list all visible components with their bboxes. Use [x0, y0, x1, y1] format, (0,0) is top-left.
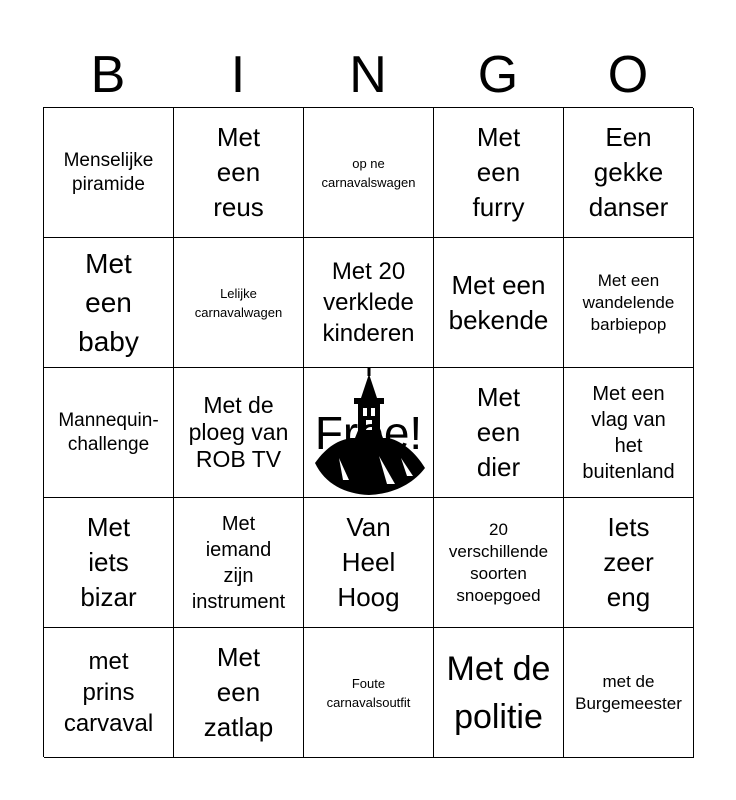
cell-text: Met een dier	[476, 382, 521, 482]
bingo-cell[interactable]	[44, 628, 174, 758]
bingo-cell[interactable]	[434, 628, 564, 758]
cell-text: Foute carnavalsoutfit	[326, 675, 411, 710]
bingo-cell[interactable]	[564, 628, 694, 758]
bingo-cell[interactable]	[304, 238, 434, 368]
header-letter-n: N	[349, 46, 387, 104]
bingo-cell[interactable]	[564, 238, 694, 368]
bingo-cell[interactable]	[174, 498, 304, 628]
bingo-cell[interactable]	[44, 108, 174, 238]
bingo-cell[interactable]	[434, 498, 564, 628]
bingo-cell[interactable]	[434, 238, 564, 368]
cell-text: Met een vlag van het buitenland	[582, 382, 675, 483]
bingo-cell[interactable]	[174, 108, 304, 238]
cell-text: met prins carvaval	[63, 648, 154, 737]
bingo-cell[interactable]	[434, 368, 564, 498]
header-letter-g: G	[477, 46, 519, 104]
bingo-cell[interactable]	[564, 368, 694, 498]
cell-text: Met een furry	[472, 122, 525, 222]
cell-text: met de Burgemeester	[575, 671, 682, 713]
cell-text: Met een reus	[213, 122, 264, 222]
cell-text: Mannequin- challenge	[58, 409, 159, 455]
bingo-cell[interactable]	[174, 238, 304, 368]
bingo-cell[interactable]	[564, 108, 694, 238]
cell-text: Een gekke danser	[588, 122, 669, 222]
cell-text: Met iemand zijn instrument	[191, 512, 286, 613]
bingo-board	[43, 107, 693, 757]
cell-text: Met een wandelende barbiepop	[582, 270, 675, 334]
bingo-cell[interactable]	[564, 498, 694, 628]
cell-text: Lelijke carnavalwagen	[194, 285, 283, 320]
cell-text: Met een bekende	[448, 269, 549, 335]
bingo-cell[interactable]	[174, 628, 304, 758]
bingo-cell[interactable]	[44, 238, 174, 368]
header-letter-i: I	[230, 46, 246, 104]
bingo-header	[43, 44, 693, 106]
header-letter-b: B	[90, 46, 126, 104]
cell-text: op ne carnavalswagen	[321, 155, 416, 190]
cell-text: Van Heel Hoog	[337, 512, 400, 612]
cell-text: Met 20 verklede kinderen	[322, 258, 415, 347]
bingo-cell[interactable]	[304, 498, 434, 628]
free-label: Free!	[314, 406, 423, 459]
bingo-cell[interactable]	[304, 628, 434, 758]
bingo-cell[interactable]	[434, 108, 564, 238]
bingo-cell[interactable]	[304, 108, 434, 238]
cell-text: Met iets bizar	[80, 512, 137, 612]
header-letter-o: O	[607, 46, 649, 104]
bingo-cell[interactable]	[44, 368, 174, 498]
cell-text: Met de ploeg van ROB TV	[188, 392, 289, 472]
bingo-cell[interactable]	[174, 368, 304, 498]
cell-text: Met een zatlap	[203, 642, 274, 742]
cell-text: Iets zeer eng	[603, 512, 654, 612]
bingo-cell[interactable]	[44, 498, 174, 628]
cell-text: Menselijke piramide	[63, 149, 154, 195]
cell-text: Met de politie	[446, 649, 551, 736]
cell-text: Met een baby	[78, 248, 139, 357]
cell-text: 20 verschillende soorten snoepgoed	[448, 519, 549, 605]
free-cell[interactable]	[304, 368, 434, 498]
